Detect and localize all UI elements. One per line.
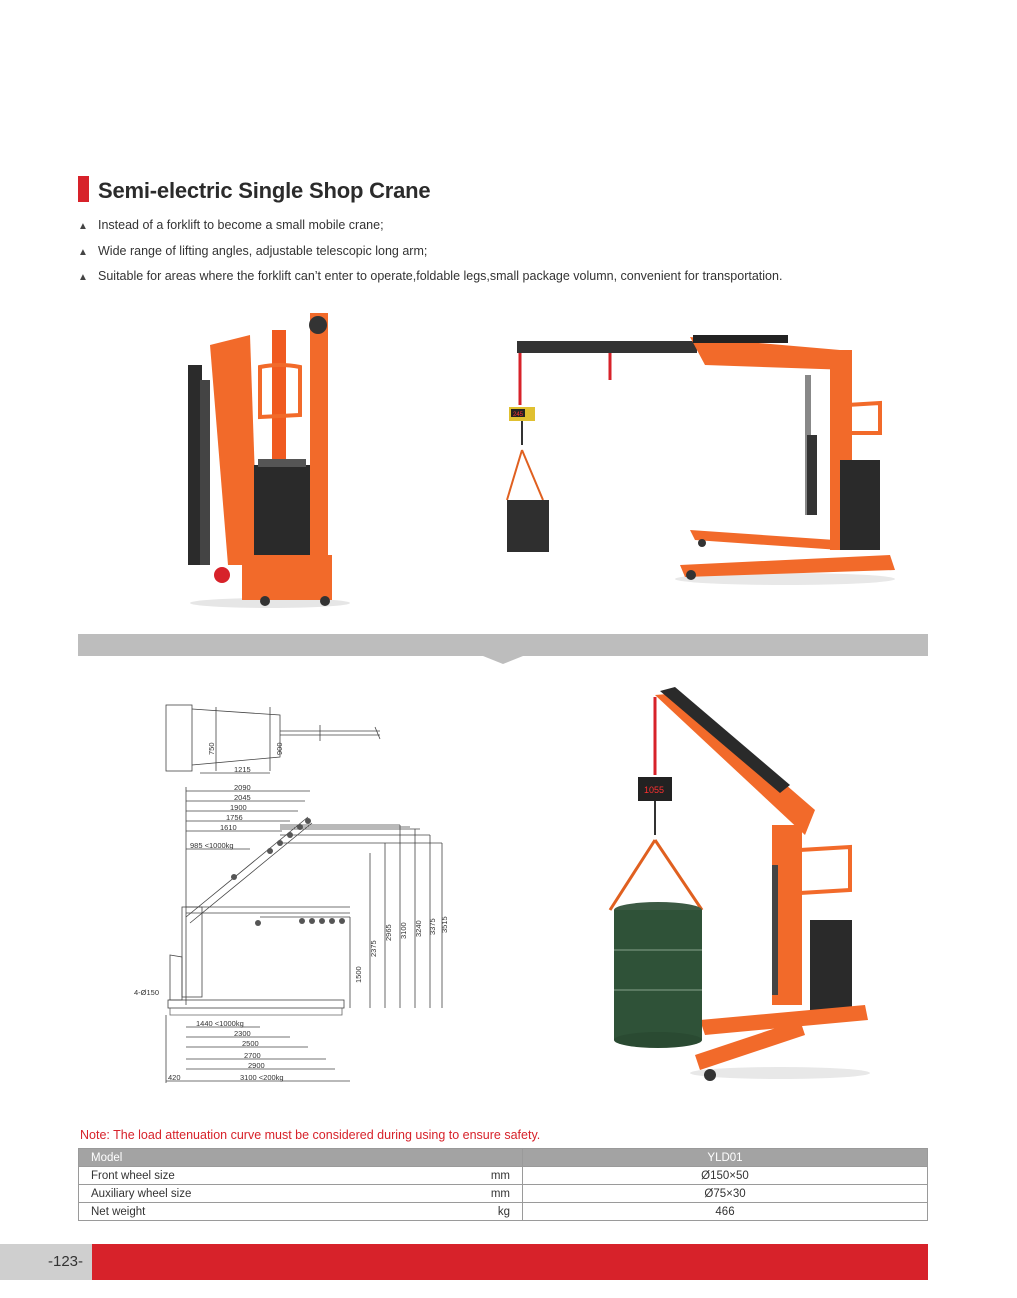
- row-label: Auxiliary wheel size: [79, 1185, 408, 1203]
- scale-display-reading: 245: [513, 412, 524, 418]
- triangle-bullet-icon: ▲: [78, 247, 88, 258]
- dim-height: 2965: [384, 924, 393, 941]
- row-label: Front wheel size: [79, 1167, 408, 1185]
- table-header-row: [79, 1149, 928, 1167]
- feature-bullet: ▲ Suitable for areas where the forklift can’t enter to operate,foldable legs,small package volumn, convenient for transportation.: [78, 269, 783, 283]
- row-value: Ø75×30: [523, 1185, 928, 1203]
- dim-reach: 2300: [234, 1029, 251, 1038]
- dim-height: 3375: [428, 918, 437, 935]
- dim-height: 1500: [354, 966, 363, 983]
- dim-top-length: 1215: [234, 765, 251, 774]
- dim-height: 3100: [399, 922, 408, 939]
- table-row: [79, 1185, 928, 1203]
- dim-height: 3515: [440, 916, 449, 933]
- feature-bullet: ▲ Instead of a forklift to become a small mobile crane;: [78, 218, 384, 232]
- dim-top-inner: 750: [207, 742, 216, 755]
- section-divider: [78, 634, 928, 656]
- row-value: Ø150×50: [523, 1167, 928, 1185]
- triangle-bullet-icon: ▲: [78, 272, 88, 283]
- dim-arm: 2045: [234, 793, 251, 802]
- dim-arm: 1610: [220, 823, 237, 832]
- feature-bullet: ▲ Wide range of lifting angles, adjustable telescopic long arm;: [78, 244, 428, 258]
- row-unit: mm: [407, 1167, 522, 1185]
- dim-reach: 2500: [242, 1039, 259, 1048]
- dim-reach: 2900: [248, 1061, 265, 1070]
- row-unit: kg: [407, 1203, 522, 1221]
- table-row: [79, 1167, 928, 1185]
- table-row: [79, 1203, 928, 1221]
- divider-notch: [483, 656, 523, 664]
- technical-drawing: [130, 695, 460, 1090]
- row-label: Net weight: [79, 1203, 408, 1221]
- header-model: YLD01: [523, 1149, 928, 1167]
- dim-reach-min: 1440 <1000kg: [196, 1019, 244, 1028]
- dim-arm-load: 985 <1000kg: [190, 841, 234, 850]
- dim-offset: 420: [168, 1073, 181, 1082]
- dim-arm: 1756: [226, 813, 243, 822]
- dim-reach: 2700: [244, 1051, 261, 1060]
- crane-lifting-drum-photo: [600, 685, 875, 1085]
- header-label: Model: [79, 1149, 523, 1167]
- dim-height: 2375: [369, 940, 378, 957]
- dim-wheel: 4-Ø150: [134, 988, 160, 997]
- extended-crane-photo: [495, 325, 900, 590]
- triangle-bullet-icon: ▲: [78, 221, 88, 232]
- folded-crane-photo: [180, 305, 350, 610]
- dim-reach: 3100 <200kg: [240, 1073, 284, 1082]
- spec-table: [78, 1148, 928, 1221]
- scale-display-reading: 1055: [644, 785, 665, 795]
- dim-top-outer: 900: [275, 742, 284, 755]
- page-number: -123-: [48, 1253, 84, 1270]
- title-accent-bar: [78, 176, 89, 202]
- safety-note: Note: The load attenuation curve must be considered during using to ensure safety.: [80, 1128, 541, 1142]
- row-unit: mm: [407, 1185, 522, 1203]
- dim-height: 3240: [414, 920, 423, 937]
- dim-arm: 2090: [234, 783, 251, 792]
- page-title: Semi-electric Single Shop Crane: [98, 178, 431, 203]
- row-value: 466: [523, 1203, 928, 1221]
- footer-red-band: [92, 1244, 928, 1280]
- dim-arm: 1900: [230, 803, 247, 812]
